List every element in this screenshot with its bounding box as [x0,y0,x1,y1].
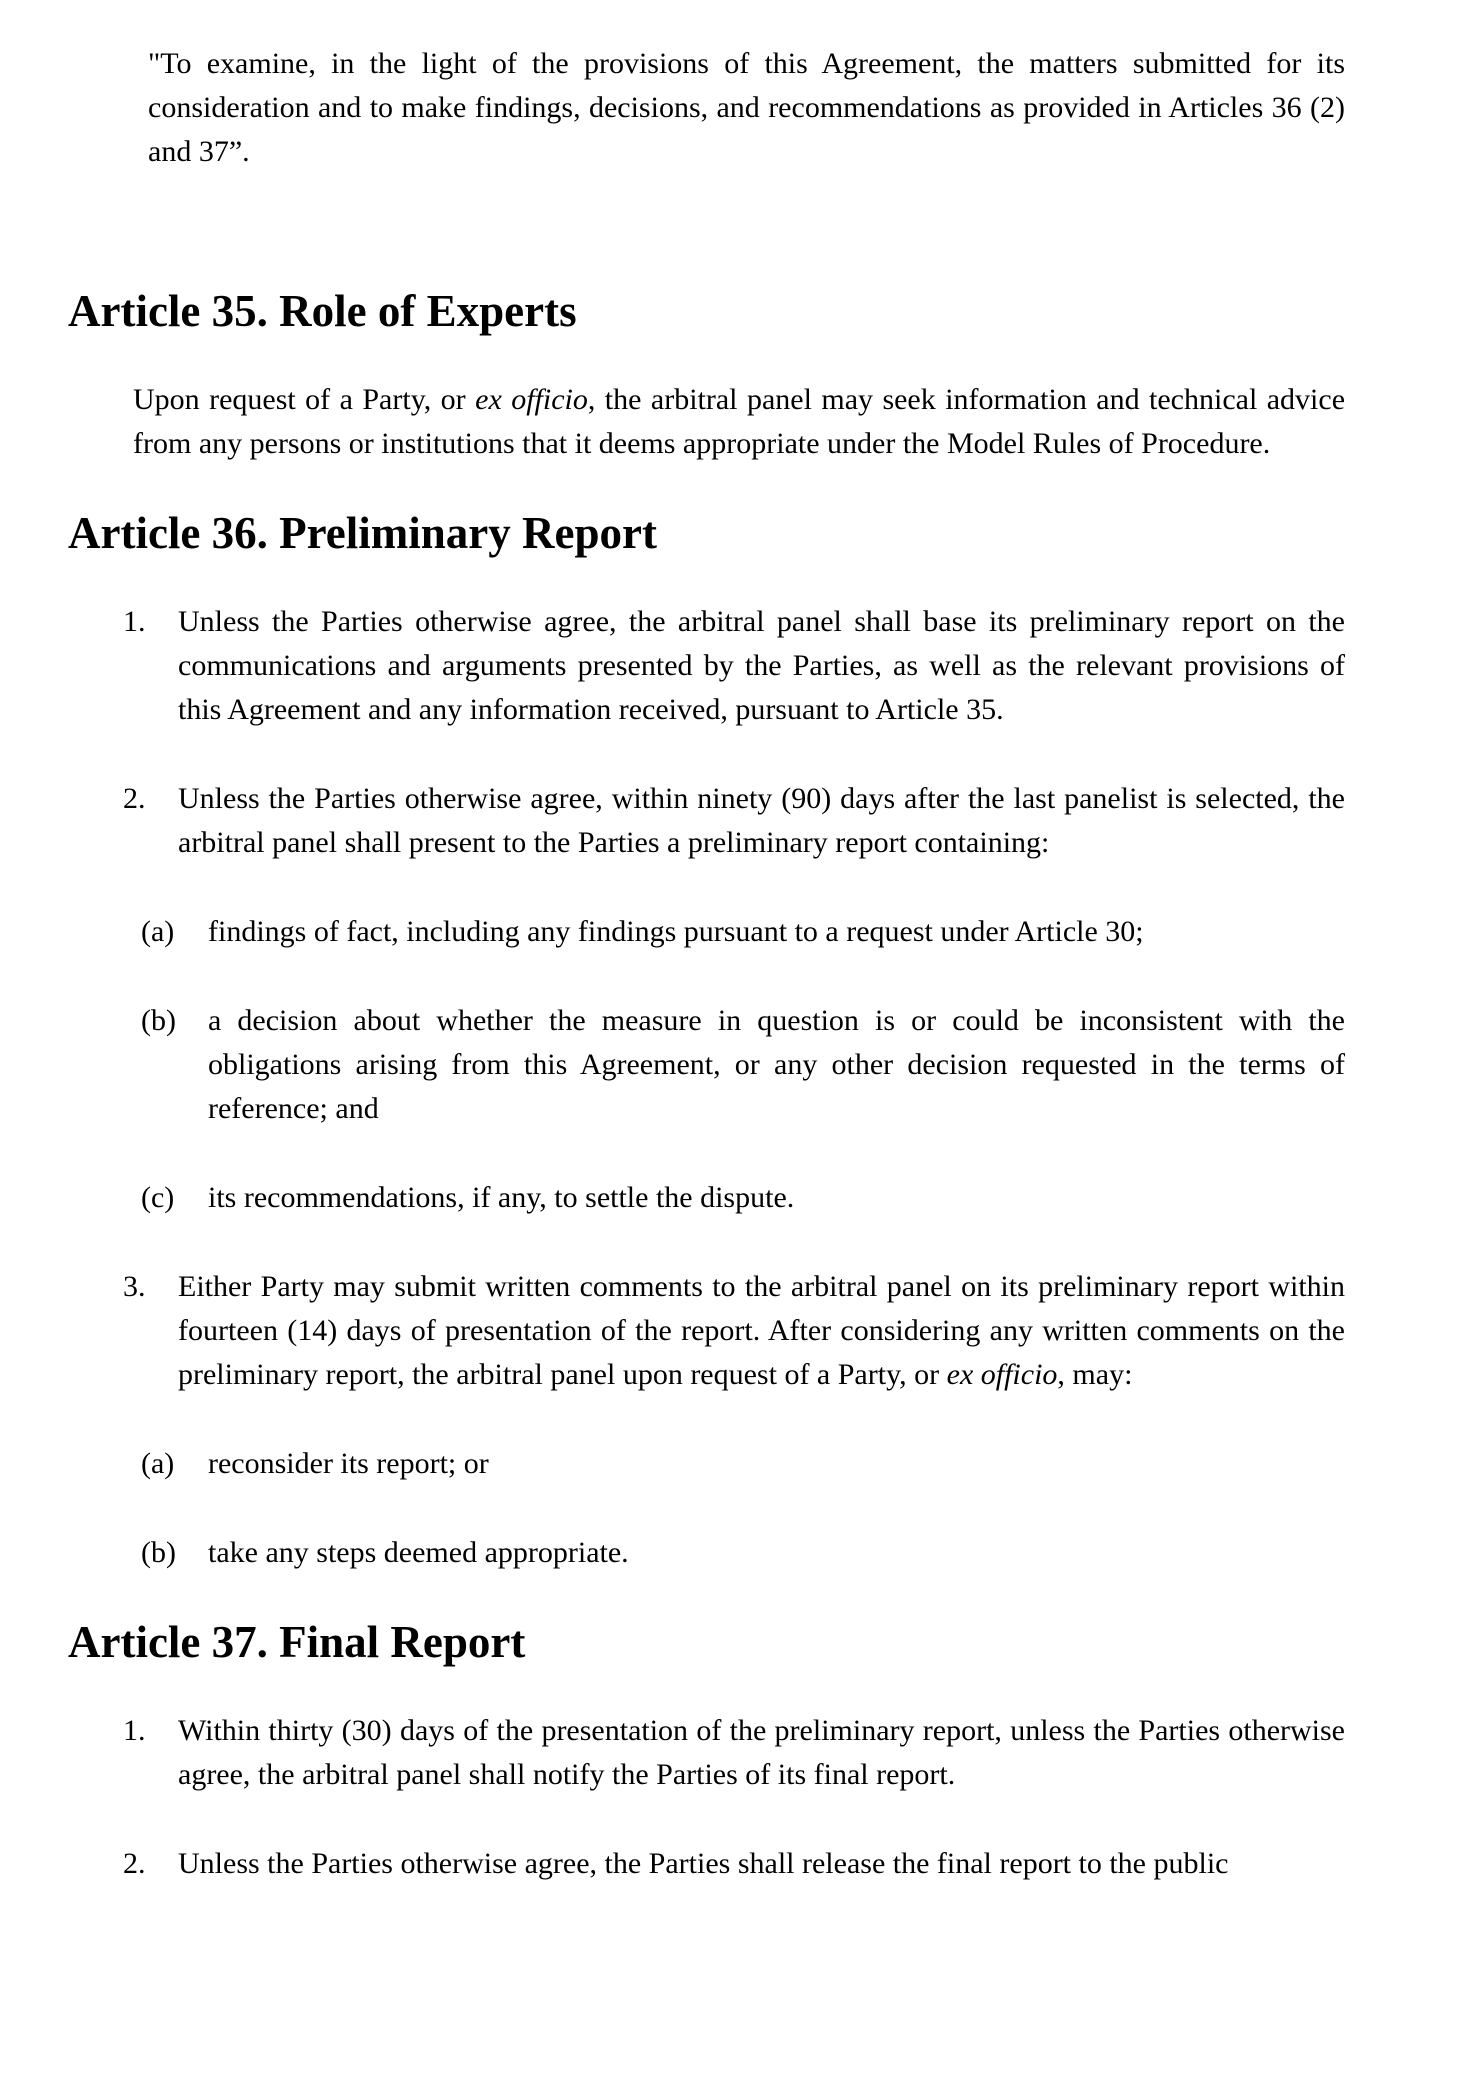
article-36-item-1 [123,600,1345,732]
article-35-paragraph-pre: Upon request of a Party, or [133,383,476,416]
article-35-paragraph-post: , the arbitral panel may seek information and technical advice from any persons or institutions that it deems appropriate under the Model Rules of Procedure. [133,383,1346,460]
article-36-item-3b-text: take any steps deemed appropriate. [208,1536,629,1569]
article-36-item-3-latin-term: ex officio [946,1358,1058,1391]
article-36-item-2c [141,1176,1345,1220]
article-37-item-1-text: Within thirty (30) days of the presentation of the preliminary report, unless the Parties otherwise agree, the arbitral panel shall notify the Parties of its final report. [178,1714,1345,1791]
article-36-item-2b [141,999,1345,1131]
article-36-item-2b-label: (b) [141,1004,176,1037]
article-36-item-1-number: 1. [123,605,146,638]
article-36-item-3-pre: Either Party may submit written comments to the arbitral panel on its preliminary report within fourteen (14) days of presentation of the report. After considering any written comments on the preliminary report, the arbitral panel upon request of a Party, or [178,1270,1345,1391]
article-36-item-3b-label: (b) [141,1536,176,1569]
article-36-item-2c-label: (c) [141,1181,175,1214]
article-35-paragraph-latin-term: ex officio [475,383,588,416]
article-36-item-2 [123,777,1345,865]
article-36-item-1-text: Unless the Parties otherwise agree, the arbitral panel shall base its preliminary report on the communications and arguments presented by the Parties, as well as the relevant provisions of this Agreement and any information received, pursuant to Article 35. [178,605,1345,726]
article-36-item-3a-label: (a) [141,1447,175,1480]
article-36-item-3b [141,1531,1345,1575]
article-36-item-2-number: 2. [123,782,146,815]
article-36-item-3-post: , may: [1057,1358,1133,1391]
article-36-item-2a [141,910,1345,954]
article-35-heading: Article 35. Role of Experts [68,286,577,336]
article-37-item-2-number: 2. [123,1847,146,1880]
article-35-paragraph [133,378,1345,466]
article-37-item-2-text: Unless the Parties otherwise agree, the Parties shall release the final report to the public [178,1847,1229,1880]
article-36-item-3 [123,1265,1345,1397]
article-36-item-2-text: Unless the Parties otherwise agree, within ninety (90) days after the last panelist is selected, the arbitral panel shall present to the Parties a preliminary report containing: [178,782,1345,859]
article-37-heading: Article 37. Final Report [68,1617,526,1667]
article-37-item-2 [123,1842,1345,1886]
article-36-item-2b-text: a decision about whether the measure in question is or could be inconsistent with the obligations arising from this Agreement, or any other decision requested in the terms of reference; and [208,1004,1345,1125]
article-36-item-2a-text: findings of fact, including any findings pursuant to a request under Article 30; [208,915,1144,948]
article-36-item-3-number: 3. [123,1270,146,1303]
article-36-item-3a-text: reconsider its report; or [208,1447,489,1480]
article-37-item-1 [123,1709,1345,1797]
article-36-item-2c-text: its recommendations, if any, to settle the dispute. [208,1181,795,1214]
article-37-item-1-number: 1. [123,1714,146,1747]
article-36-heading: Article 36. Preliminary Report [68,508,657,558]
article-36-item-3-text [178,1270,1345,1391]
article-36-item-2a-label: (a) [141,915,175,948]
article-36-item-3a [141,1442,1345,1486]
terms-of-reference-quote: "To examine, in the light of the provisions of this Agreement, the matters submitted for its consideration and to make findings, decisions, and recommendations as provided in Articles 36 (2) and 37”. [148,47,1345,168]
